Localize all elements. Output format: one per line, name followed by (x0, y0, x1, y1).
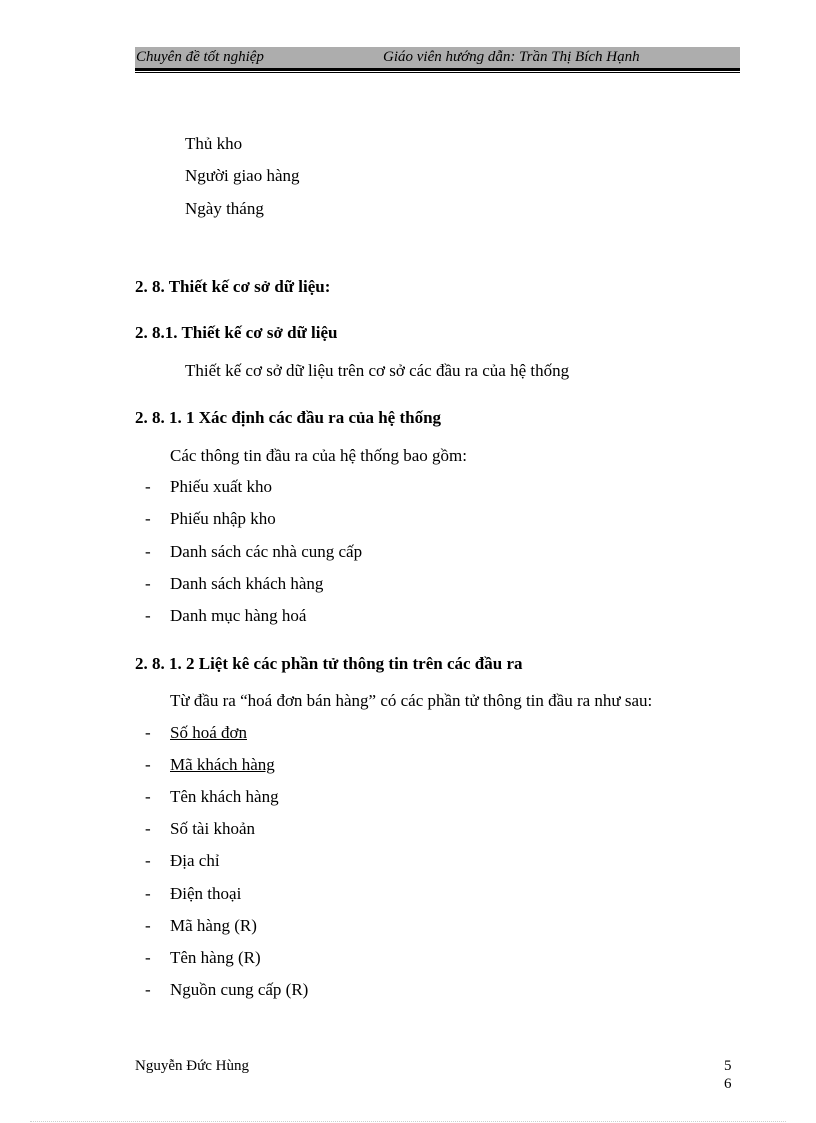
bullet-dash: - (145, 574, 151, 593)
bullet-dash: - (145, 948, 151, 967)
header-advisor: Giáo viên hướng dẫn: Trần Thị Bích Hạnh (383, 49, 640, 65)
header-rule-thin (135, 72, 740, 73)
section-heading: 2. 8. Thiết kế cơ sở dữ liệu: (135, 277, 331, 296)
list-item: Mã khách hàng (170, 755, 275, 774)
list-item: Số tài khoản (170, 819, 255, 838)
header-rule (135, 68, 740, 71)
bullet-dash: - (145, 542, 151, 561)
page-number: 5 (724, 1058, 732, 1074)
list-item: Địa chỉ (170, 851, 220, 870)
bullet-dash: - (145, 755, 151, 774)
bullet-dash: - (145, 477, 151, 496)
list-item: Phiếu xuất kho (170, 477, 272, 496)
bullet-dash: - (145, 723, 151, 742)
footer-author: Nguyễn Đức Hùng (135, 1058, 249, 1074)
bullet-dash: - (145, 606, 151, 625)
subsection-heading: 2. 8. 1. 1 Xác định các đầu ra của hệ thống (135, 408, 442, 427)
bullet-dash: - (145, 980, 151, 999)
page-break-line (30, 1121, 786, 1122)
subsection-heading: 2. 8. 1. 2 Liệt kê các phần tử thông tin trên các đầu ra (135, 654, 523, 673)
list-item: Nguồn cung cấp (R) (170, 980, 309, 999)
page-number: 6 (724, 1076, 732, 1092)
list-item: Danh mục hàng hoá (170, 606, 307, 625)
paragraph: Từ đầu ra “hoá đơn bán hàng” có các phần tử thông tin đầu ra như sau: (170, 691, 653, 710)
bullet-dash: - (145, 819, 151, 838)
list-item: Tên khách hàng (170, 787, 279, 806)
list-item: Danh sách khách hàng (170, 574, 324, 593)
list-item: Người giao hàng (185, 166, 300, 185)
bullet-dash: - (145, 884, 151, 903)
list-item: Tên hàng (R) (170, 948, 261, 967)
bullet-dash: - (145, 787, 151, 806)
list-item: Điện thoại (170, 884, 242, 903)
bullet-dash: - (145, 851, 151, 870)
list-item: Danh sách các nhà cung cấp (170, 542, 363, 561)
subsection-heading: 2. 8.1. Thiết kế cơ sở dữ liệu (135, 323, 338, 342)
bullet-dash: - (145, 509, 151, 528)
bullet-dash: - (145, 916, 151, 935)
list-item: Phiếu nhập kho (170, 509, 276, 528)
paragraph: Thiết kế cơ sở dữ liệu trên cơ sở các đầu ra của hệ thống (185, 361, 570, 380)
list-item: Ngày tháng (185, 199, 264, 218)
list-item: Thủ kho (185, 134, 243, 153)
list-item: Số hoá đơn (170, 723, 247, 742)
list-item: Mã hàng (R) (170, 916, 257, 935)
header-title: Chuyên đề tốt nghiệp (136, 49, 264, 65)
paragraph: Các thông tin đầu ra của hệ thống bao gồm: (170, 446, 467, 465)
